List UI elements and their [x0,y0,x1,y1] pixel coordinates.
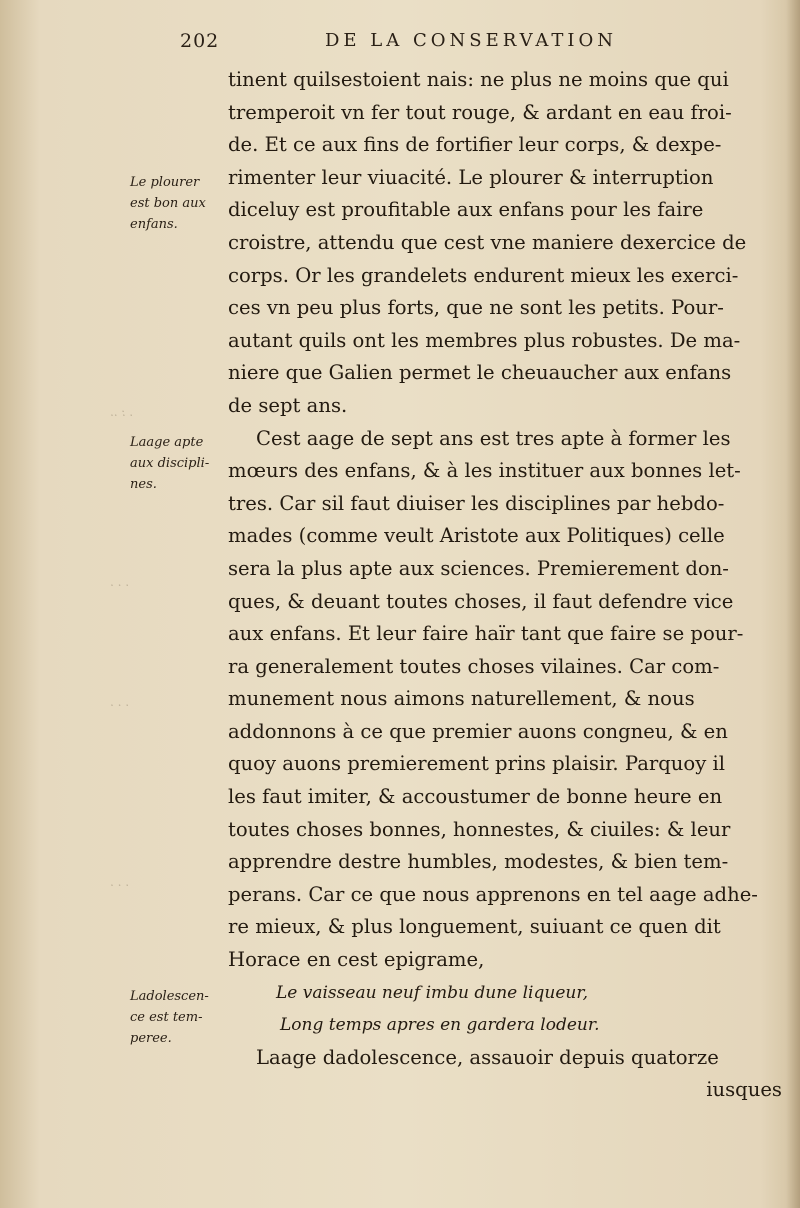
marginal-line: Laage apte [130,435,204,450]
main-text-block [228,64,788,1107]
marginal-line: est bon aux [130,196,206,211]
page-edge-shadow [786,0,800,1208]
marginal-line: nes. [130,477,157,492]
text-line: toutes choses bonnes, honnestes, & ciuiles: & leur [228,817,731,841]
marginal-line: Le plourer [130,175,200,190]
text-line: croistre, attendu que cest vne maniere dexercice de [228,230,747,254]
text-line: apprendre destre humbles, modestes, & bien tem- [228,850,729,874]
marginal-note-plourer [130,172,222,235]
text-line: tremperoit vn fer tout rouge, & ardant en eau froi- [228,100,732,124]
marginal-line: enfans. [130,217,178,232]
text-line: de sept ans. [228,393,348,417]
marginal-line: ce est tem- [130,1010,203,1025]
text-line: sera la plus apte aux sciences. Premierement don- [228,556,729,580]
marginal-line: peree. [130,1031,172,1046]
text-line: mœurs des enfans, & à les instituer aux bonnes let- [228,459,741,483]
text-line: perans. Car ce que nous apprenons en tel aage adhe- [228,882,758,906]
text-line: les faut imiter, & accoustumer de bonne heure en [228,785,723,809]
running-head: DE LA CONSERVATION [325,30,618,51]
text-line: mades (comme veult Aristote aux Politiques) celle [228,524,725,548]
verse-line: Long temps apres en gardera lodeur. [280,1015,600,1036]
text-line: aux enfans. Et leur faire haïr tant que faire se pour- [228,622,744,646]
text-line: Cest aage de sept ans est tres apte à former les [256,426,731,450]
catchword: iusques [706,1078,782,1102]
text-line: quoy auons premierement prins plaisir. Parquoy il [228,752,726,776]
marginal-line: Ladolescen- [130,989,209,1004]
text-line: corps. Or les grandelets endurent mieux les exerci- [228,263,739,287]
text-line: addonnons à ce que premier auons congneu, & en [228,719,728,743]
text-line: tinent quilsestoient nais: ne plus ne moins que qui [228,68,729,91]
text-line: rimenter leur viuacité. Le plourer & interruption [228,165,714,189]
text-line: de. Et ce aux fins de fortifier leur corps, & dexpe- [228,133,722,157]
text-line: tres. Car sil faut diuiser les disciplines par hebdo- [228,491,725,515]
marginal-note-aage [130,432,222,495]
page-number: 202 [180,30,220,52]
show-through-text: . : .. . . . . . . . . . [110,405,134,889]
text-line: re mieux, & plus longuement, suiuant ce quen dit [228,915,721,939]
text-line: niere que Galien permet le cheuaucher aux enfans [228,361,732,385]
text-line: Laage dadolescence, assauoir depuis quatorze [256,1045,719,1069]
marginal-note-adolescence [130,986,222,1049]
text-line: ques, & deuant toutes choses, il faut defendre vice [228,589,734,613]
text-line: Horace en cest epigrame, [228,948,485,972]
verse-line: Le vaisseau neuf imbu dune liqueur, [276,982,588,1003]
text-line: ra generalement toutes choses vilaines. Car com- [228,654,720,678]
text-line: munement nous aimons naturellement, & nous [228,687,695,711]
marginal-line: aux discipli- [130,456,210,471]
text-line: ces vn peu plus forts, que ne sont les petits. Pour- [228,296,724,320]
text-line: autant quils ont les membres plus robustes. De ma- [228,328,741,352]
text-line: diceluy est proufitable aux enfans pour les faire [228,198,704,222]
